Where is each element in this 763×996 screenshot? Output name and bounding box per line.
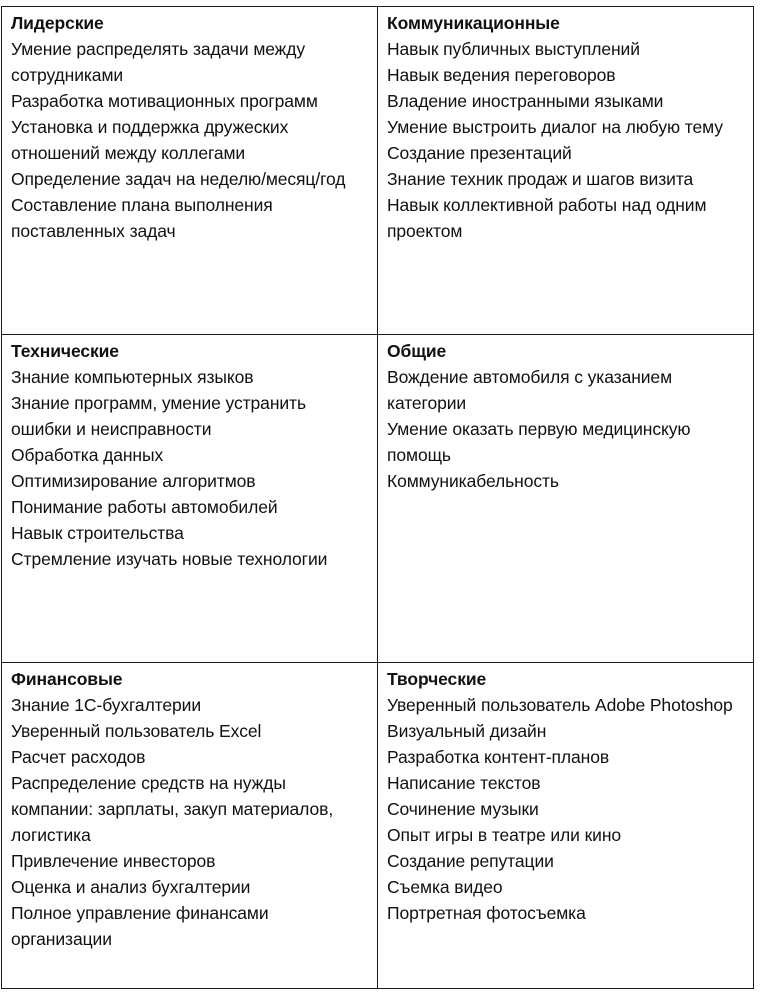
cell-creative — [378, 663, 753, 988]
list-item: Навык строительства — [11, 523, 184, 543]
list-item: Сочинение музыки — [387, 799, 539, 819]
list-item: Создание презентаций — [387, 143, 572, 163]
list-item: Обработка данных — [11, 445, 164, 465]
list-item: Написание текстов — [387, 773, 541, 793]
list-item: Расчет расходов — [11, 747, 146, 767]
list-item: Разработка мотивационных программ — [11, 91, 318, 111]
list-item: Стремление изучать новые технологии — [11, 549, 328, 569]
skill-list — [387, 364, 745, 494]
skill-list — [387, 692, 745, 926]
list-item: Составление плана выполнения поставленных задач — [11, 195, 273, 241]
cell-leadership — [2, 7, 378, 335]
list-item: Уверенный пользователь Excel — [11, 721, 262, 741]
cell-title: Финансовые — [11, 669, 123, 689]
skill-list — [11, 36, 369, 244]
list-item: Оптимизирование алгоритмов — [11, 471, 256, 491]
list-item: Навык коллективной работы над одним проектом — [387, 195, 707, 241]
list-item: Создание репутации — [387, 851, 554, 871]
list-item: Понимание работы автомобилей — [11, 497, 278, 517]
cell-title: Технические — [11, 341, 119, 361]
list-item: Определение задач на неделю/месяц/год — [11, 169, 346, 189]
cell-technical — [2, 335, 378, 663]
list-item: Портретная фотосъемка — [387, 903, 586, 923]
skills-table — [1, 6, 754, 989]
cell-title: Коммуникационные — [387, 13, 560, 33]
list-item: Визуальный дизайн — [387, 721, 547, 741]
list-item: Знание программ, умение устранить ошибки и неисправности — [11, 393, 306, 439]
list-item: Навык публичных выступлений — [387, 39, 640, 59]
list-item: Знание компьютерных языков — [11, 367, 254, 387]
list-item: Владение иностранными языками — [387, 91, 664, 111]
cell-communication — [378, 7, 753, 335]
list-item: Вождение автомобиля с указанием категории — [387, 367, 673, 413]
list-item: Знание 1С-бухгалтерии — [11, 695, 202, 715]
list-item: Установка и поддержка дружеских отношений между коллегами — [11, 117, 289, 163]
list-item: Распределение средств на нужды компании: зарплаты, закуп материалов, логистика — [11, 773, 334, 845]
skill-list — [11, 364, 369, 572]
cell-title: Общие — [387, 341, 447, 361]
list-item: Привлечение инвесторов — [11, 851, 216, 871]
list-item: Опыт игры в театре или кино — [387, 825, 622, 845]
list-item: Умение оказать первую медицинскую помощь — [387, 419, 691, 465]
list-item: Коммуникабельность — [387, 471, 559, 491]
cell-title: Лидерские — [11, 13, 104, 33]
list-item: Умение распределять задачи между сотрудниками — [11, 39, 306, 85]
list-item: Умение выстроить диалог на любую тему — [387, 117, 723, 137]
list-item: Знание техник продаж и шагов визита — [387, 169, 694, 189]
cell-title: Творческие — [387, 669, 487, 689]
list-item: Навык ведения переговоров — [387, 65, 616, 85]
skill-list — [387, 36, 745, 244]
list-item: Съемка видео — [387, 877, 503, 897]
list-item: Оценка и анализ бухгалтерии — [11, 877, 251, 897]
list-item: Разработка контент-планов — [387, 747, 610, 767]
list-item: Уверенный пользователь Adobe Photoshop — [387, 695, 733, 715]
skill-list — [11, 692, 369, 952]
list-item: Полное управление финансами организации — [11, 903, 269, 949]
cell-general — [378, 335, 753, 663]
cell-financial — [2, 663, 378, 988]
